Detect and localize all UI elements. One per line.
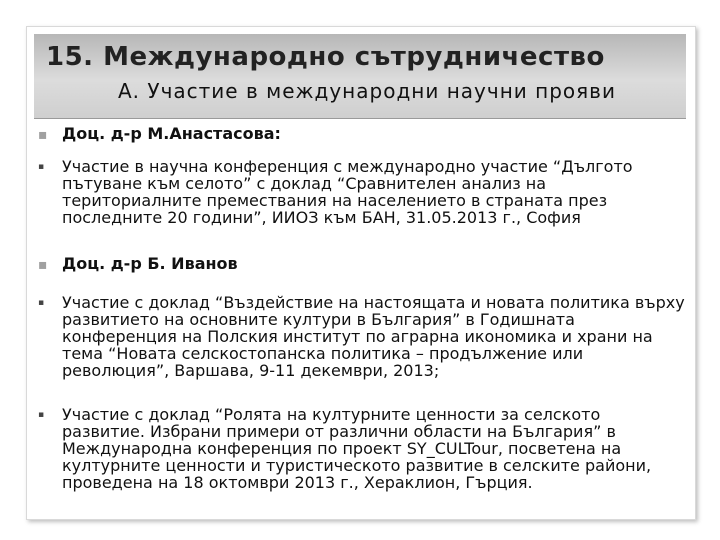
list-item-text: Доц. д-р М.Анастасова:	[62, 124, 281, 143]
slide-subtitle: А. Участие в международни научни прояви	[118, 79, 616, 103]
bullet-icon: ▪	[38, 410, 45, 420]
bullet-icon: ▪	[38, 257, 48, 273]
slide-title: 15. Международно сътрудничество	[46, 42, 605, 72]
list-item-text: Участие с доклад “Ролята на културните ценности за селското развитие. Избрани примери от различни области на България” в Международна конференция по проект SY_CULTour, посветена на културните ценности и туристическото развитие в селските райони, проведена на 18 октомври 2013 г., Хераклион, Гърция.	[62, 405, 652, 492]
bullet-icon: ▪	[38, 298, 45, 308]
list-item-text: Участие с доклад “Въздействие на настоящата и новата политика върху развитието на основните култури в България” в Годишната конференция на Полския институт по аграрна икономика и храни на тема “Новата селскостопанска политика – продължение или революция”, Варшава, 9-11 декември, 2013;	[62, 293, 685, 380]
bullet-icon: ▪	[38, 127, 48, 143]
bullet-icon: ▪	[38, 162, 45, 172]
list-item-text: Доц. д-р Б. Иванов	[62, 254, 238, 273]
list-item-text: Участие в научна конференция с международно участие “Дългото пътуване към селото” с доклад “Сравнителен анализ на териториалните премествания на населението в страната през последните 20 години”, ИИОЗ към БАН, 31.05.2013 г., София	[62, 157, 633, 227]
